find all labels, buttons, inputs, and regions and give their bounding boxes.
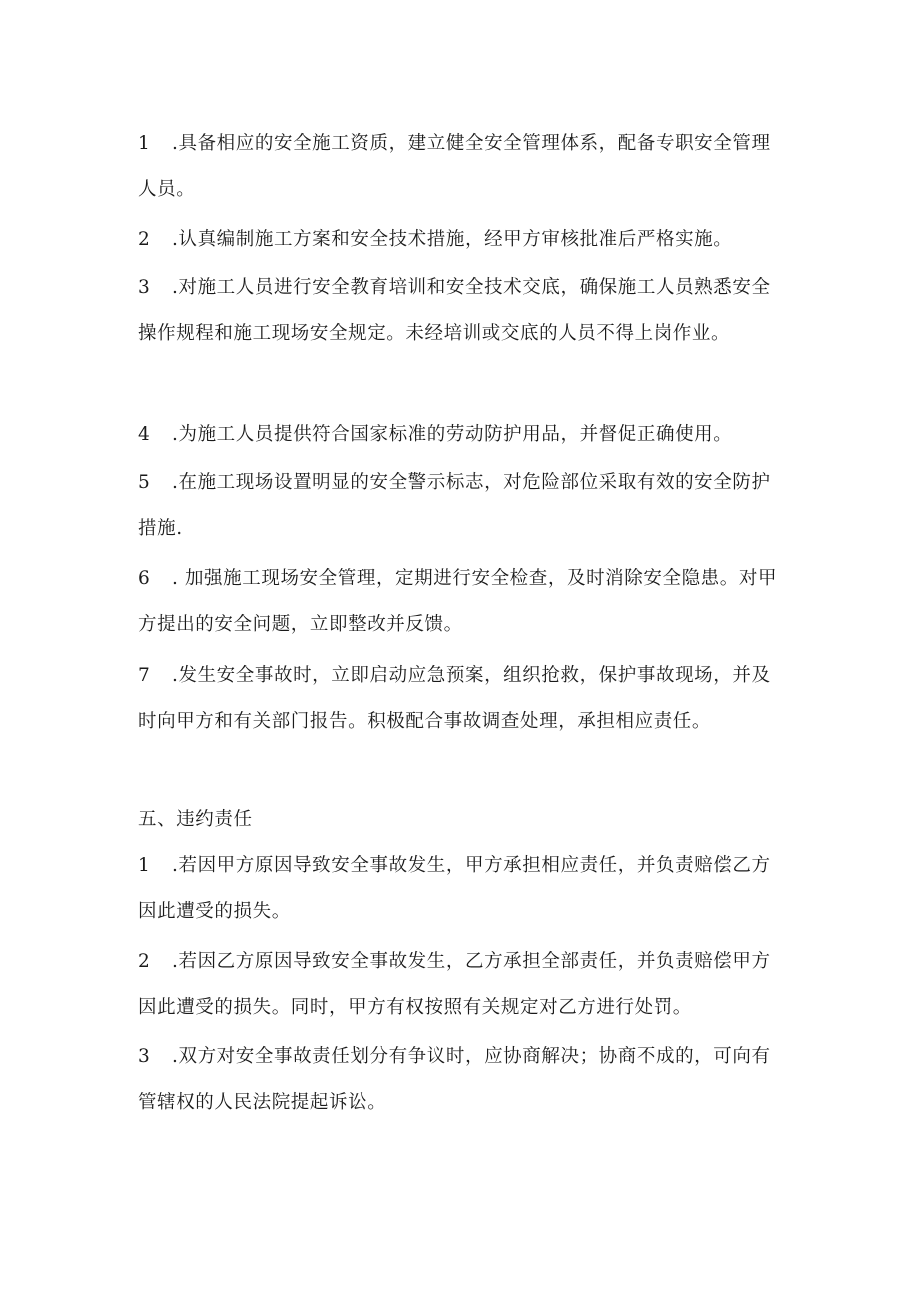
item-text: .发生安全事故时，立即启动应急预案，组织抢救，保护事故现场，并及时向甲方和有关部门报告。积极配合事故调查处理，承担相应责任。 bbox=[138, 665, 771, 732]
item-text: .在施工现场设置明显的安全警示标志，对危险部位采取有效的安全防护措施. bbox=[138, 472, 771, 539]
item-text: .认真编制施工方案和安全技术措施，经甲方审核批准后严格实施。 bbox=[172, 229, 733, 250]
item-text: .对施工人员进行安全教育培训和安全技术交底，确保施工人员熟悉安全操作规程和施工现场安全规定。未经培训或交底的人员不得上岗作业。 bbox=[138, 277, 771, 344]
item-text: . 加强施工现场安全管理，定期进行安全检查，及时消除安全隐患。对甲方提出的安全问题，立即整改并反馈。 bbox=[138, 568, 778, 635]
liability-item-1 bbox=[138, 843, 778, 935]
duty-item-5 bbox=[138, 460, 778, 552]
item-number: 1 bbox=[138, 855, 151, 876]
item-number: 6 bbox=[138, 568, 151, 589]
duty-item-2 bbox=[138, 217, 778, 263]
section-heading: 五、违约责任 bbox=[138, 809, 253, 830]
duty-item-6 bbox=[138, 556, 778, 648]
duty-item-3 bbox=[138, 265, 778, 357]
duty-item-7 bbox=[138, 653, 778, 745]
duty-item-4 bbox=[138, 412, 778, 458]
item-number: 4 bbox=[138, 424, 151, 445]
item-text: .若因乙方原因导致安全事故发生，乙方承担全部责任，并负责赔偿甲方因此遭受的损失。同时，甲方有权按照有关规定对乙方进行处罚。 bbox=[138, 951, 771, 1018]
item-text: .具备相应的安全施工资质，建立健全安全管理体系，配备专职安全管理人员。 bbox=[138, 133, 771, 200]
item-text: .为施工人员提供符合国家标准的劳动防护用品，并督促正确使用。 bbox=[172, 424, 733, 445]
item-number: 1 bbox=[138, 133, 151, 154]
item-text: .双方对安全事故责任划分有争议时，应协商解决；协商不成的，可向有管辖权的人民法院提起诉讼。 bbox=[138, 1046, 771, 1113]
duty-item-1 bbox=[138, 121, 778, 213]
item-number: 2 bbox=[138, 229, 151, 250]
liability-item-2 bbox=[138, 939, 778, 1031]
item-number: 3 bbox=[138, 277, 151, 298]
item-number: 3 bbox=[138, 1046, 151, 1067]
item-number: 2 bbox=[138, 951, 151, 972]
item-text: .若因甲方原因导致安全事故发生，甲方承担相应责任，并负责赔偿乙方因此遭受的损失。 bbox=[138, 855, 771, 922]
liability-item-3 bbox=[138, 1034, 778, 1126]
item-number: 7 bbox=[138, 665, 151, 686]
item-number: 5 bbox=[138, 472, 151, 493]
